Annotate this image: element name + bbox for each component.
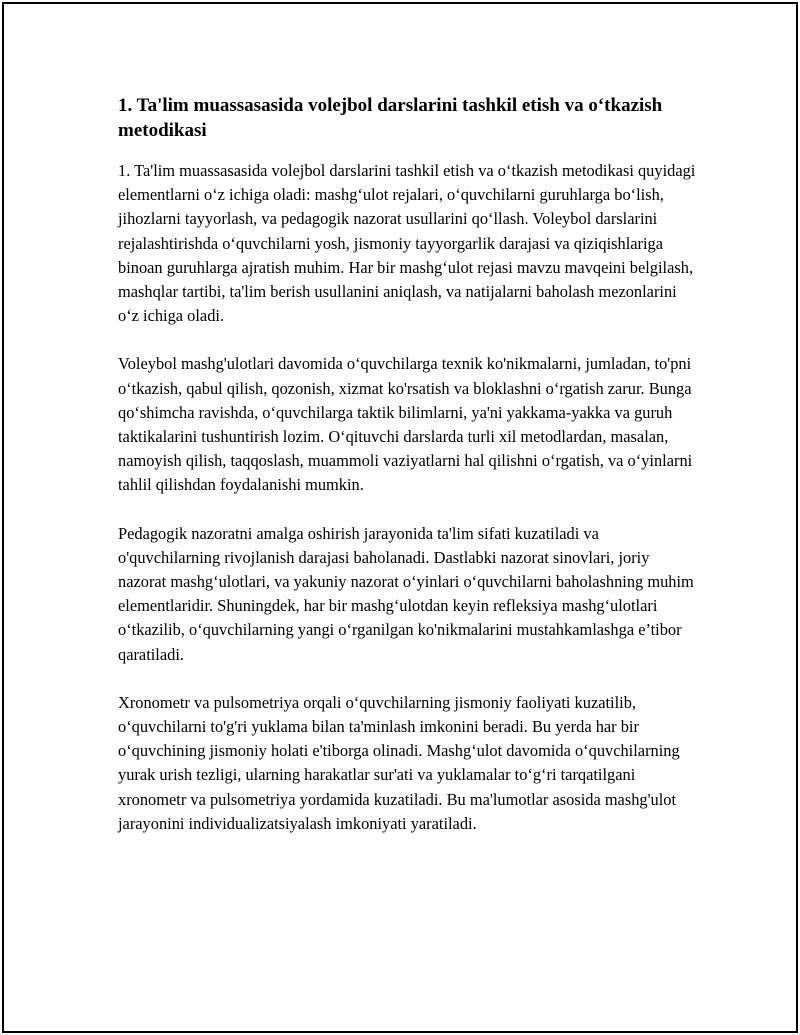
- paragraph-4: Xronometr va pulsometriya orqali o‘quvchilarning jismoniy faoliyati kuzatilib, o‘quvchilarni to'g'ri yuklama bilan ta'minlash imkonini beradi. Bu yerda har bir o‘quvchining jismoniy holati e'tiborga olinadi. Mashg‘ulot davomida o‘quvchilarning yurak urish tezligi, ularning harakatlar sur'ati va yuklamalar to‘g‘ri tarqatilgani xronometr va pulsometriya yordamida kuzatiladi. Bu ma'lumotlar asosida mashg'ulot jarayonini individualizatsiyalash imkoniyati yaratiladi.: [118, 692, 680, 833]
- document-body: [118, 93, 698, 860]
- document-title: 1. Ta'lim muassasasida volejbol darslarini tashkil etish va o‘tkazish metodikasi: [118, 95, 663, 141]
- paragraph-1: 1. Ta'lim muassasasida volejbol darslarini tashkil etish va o‘tkazish metodikasi quyidagi elementlarni o‘z ichiga oladi: mashg‘ulot rejalari, o‘quvchilarni guruhlarga bo‘lish, jihozlarni tayyorlash, va pedagogik nazorat usullarini qo‘llash. Voleybol darslarini rejalashtirishda o‘quvchilarni yosh, jismoniy tayyorgarlik darajasi va qiziqishlariga binoan guruhlarga ajratish muhim. Har bir mashg‘ulot rejasi mavzu mavqeini belgilash, mashqlar tartibi, ta'lim berish usullanini aniqlash, va natijalarni baholash mezonlarini o‘z ichiga oladi.: [118, 161, 696, 326]
- paragraph-2: Voleybol mashg'ulotlari davomida o‘quvchilarga texnik ko'nikmalarni, jumladan, to'pni o‘tkazish, qabul qilish, qozonish, xizmat ko'rsatish va bloklashni o‘rgatish zarur. Bunga qo‘shimcha ravishda, o‘quvchilarga taktik bilimlarni, ya'ni yakkama-yakka va guruh taktikalarini tushuntirish lozim. O‘qituvchi darslarda turli xil metodlardan, masalan, namoyish qilish, taqqoslash, muammoli vaziyatlarni hal qilishni o‘rgatish, va o‘yinlarni tahlil qilishdan foydalanishi mumkin.: [118, 354, 693, 495]
- paragraph-3: Pedagogik nazoratni amalga oshirish jarayonida ta'lim sifati kuzatiladi va o'quvchilarning rivojlanish darajasi baholanadi. Dastlabki nazorat sinovlari, joriy nazorat mashg‘ulotlari, va yakuniy nazorat o‘yinlari o‘quvchilarni baholashning muhim elementlaridir. Shuningdek, har bir mashg‘ulotdan keyin refleksiya mashg‘ulotlari o‘tkazilib, o‘quvchilarning yangi o‘rganilgan ko'nikmalarini mustahkamlashga e’tibor qaratiladi.: [118, 523, 694, 664]
